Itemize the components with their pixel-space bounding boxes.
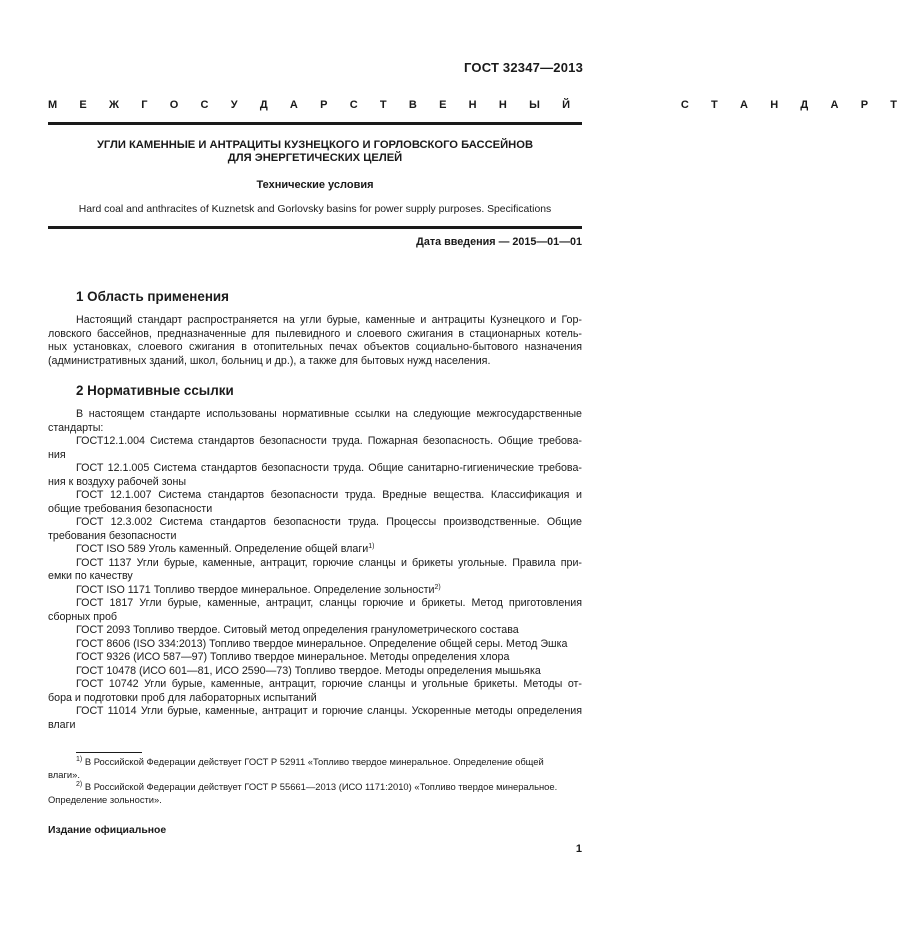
reference-line: ГОСТ 2093 Топливо твердое. Ситовый метод определения гранулометрического состава bbox=[76, 624, 519, 636]
standard-type-banner: М Е Ж Г О С У Д А Р С Т В Е Н Н Ы Й С Т А Н Д А Р Т bbox=[48, 99, 907, 111]
page-number: 1 bbox=[575, 843, 582, 855]
reference-line: ГОСТ 10742 Угли бурые, каменные, антрацит, горючие сланцы и угольные брикеты. Методы от- bbox=[76, 678, 582, 690]
reference-line: ГОСТ 12.1.007 Система стандартов безопасности труда. Вредные вещества. Классификация и bbox=[76, 489, 582, 501]
reference-line bbox=[48, 543, 582, 557]
footnote-line: влаги». bbox=[48, 769, 80, 780]
section-1-line: ных установках, слоевого сжигания в отопительных печах объектов социально-бытового назначения bbox=[48, 341, 582, 353]
official-edition-label: Издание официальное bbox=[48, 825, 167, 836]
section-2-heading: 2 Нормативные ссылки bbox=[76, 383, 234, 398]
title-line-2: ДЛЯ ЭНЕРГЕТИЧЕСКИХ ЦЕЛЕЙ bbox=[227, 152, 403, 164]
reference-text: ГОСТ ISO 1171 Топливо твердое минеральное. Определение зольности bbox=[76, 583, 435, 596]
reference-line: бора и подготовки проб для лабораторных испытаний bbox=[48, 691, 317, 704]
footnote-text: В Российской Федерации действует ГОСТ Р 52911 «Топливо твердое минеральное. Определение общей bbox=[82, 756, 544, 767]
section-1-body bbox=[48, 314, 582, 368]
footnote-line bbox=[48, 755, 582, 768]
reference-line: ГОСТ 1817 Угли бурые, каменные, антрацит, сланцы горючие и брикеты. Метод приготовления bbox=[76, 597, 582, 609]
section-2-intro-line: стандарты: bbox=[48, 421, 104, 434]
top-divider bbox=[48, 122, 582, 125]
reference-line: ГОСТ 12.3.002 Система стандартов безопасности труда. Процессы производственные. Общие bbox=[76, 516, 582, 528]
footnote-1 bbox=[48, 755, 582, 781]
reference-line: ГОСТ 12.1.005 Система стандартов безопасности труда. Общие санитарно-гигиенические требова- bbox=[76, 462, 582, 474]
section-1-line: (административных зданий, школ, больниц и др.), а также для бытовых нужд населения. bbox=[48, 354, 491, 367]
reference-line: ГОСТ 9326 (ИСО 587—97) Топливо твердое минеральное. Методы определения хлора bbox=[76, 651, 510, 663]
reference-line: ния bbox=[48, 448, 66, 461]
reference-line: ГОСТ 1137 Угли бурые, каменные, антрацит, горючие сланцы и брикеты угольные. Правила при- bbox=[76, 556, 582, 569]
introduction-date: Дата введения — 2015—01—01 bbox=[416, 236, 582, 248]
reference-line: емки по качеству bbox=[48, 570, 133, 582]
footnote-ref-1: 1) bbox=[368, 543, 375, 550]
document-code: ГОСТ 32347—2013 bbox=[464, 60, 583, 75]
title-divider bbox=[48, 226, 582, 229]
footnote-2 bbox=[48, 780, 582, 806]
footnote-divider bbox=[76, 752, 142, 753]
section-2-body bbox=[48, 408, 582, 732]
section-1-heading: 1 Область применения bbox=[76, 289, 229, 304]
reference-line: сборных проб bbox=[48, 610, 118, 623]
section-1-line: ловского бассейнов, предназначенные для пылевидного и слоевого сжигания в стационарных котель- bbox=[48, 327, 582, 340]
reference-line: требования безопасности bbox=[48, 529, 177, 542]
document-title bbox=[48, 139, 582, 165]
english-title: Hard coal and anthracites of Kuznetsk and Gorlovsky basins for power supply purposes. Specifications bbox=[78, 204, 552, 215]
footnote-ref-2: 2) bbox=[434, 583, 441, 591]
reference-line: общие требования безопасности bbox=[48, 502, 213, 515]
reference-line: ГОСТ12.1.004 Система стандартов безопасности труда. Пожарная безопасность. Общие требова- bbox=[76, 435, 582, 447]
footnote-mark: 2) bbox=[76, 781, 83, 788]
reference-line: ГОСТ 10478 (ИСО 601—81, ИСО 2590—73) Топливо твердое. Методы определения мышьяка bbox=[76, 664, 541, 677]
section-1-line: Настоящий стандарт распространяется на угли бурые, каменные и антрациты Кузнецкого и Гор- bbox=[76, 314, 582, 326]
reference-line: ГОСТ 8606 (ISO 334:2013) Топливо твердое минеральное. Определение общей серы. Метод Эшка bbox=[76, 637, 568, 650]
section-2-intro-line: В настоящем стандарте использованы нормативные ссылки на следующие межгосударственные bbox=[76, 408, 582, 420]
title-line-1: УГЛИ КАМЕННЫЕ И АНТРАЦИТЫ КУЗНЕЦКОГО И ГОРЛОВСКОГО БАССЕЙНОВ bbox=[96, 139, 534, 151]
reference-line: ГОСТ 11014 Угли бурые, каменные, антрацит и горючие сланцы. Ускоренные методы определения bbox=[76, 705, 582, 717]
reference-text: ГОСТ ISO 589 Уголь каменный. Определение общей влаги bbox=[76, 543, 369, 555]
reference-line: влаги bbox=[48, 718, 76, 731]
footnote-line bbox=[48, 780, 582, 793]
footnote-mark: 1) bbox=[76, 756, 83, 763]
footnote-text: В Российской Федерации действует ГОСТ Р 55661—2013 (ИСО 1171:2010) «Топливо твердое минеральное. bbox=[82, 781, 558, 792]
reference-line: ния к воздуху рабочей зоны bbox=[48, 475, 187, 488]
footnote-line: Определение зольности». bbox=[48, 794, 162, 805]
reference-line bbox=[48, 584, 582, 598]
document-subtitle: Технические условия bbox=[256, 179, 374, 191]
